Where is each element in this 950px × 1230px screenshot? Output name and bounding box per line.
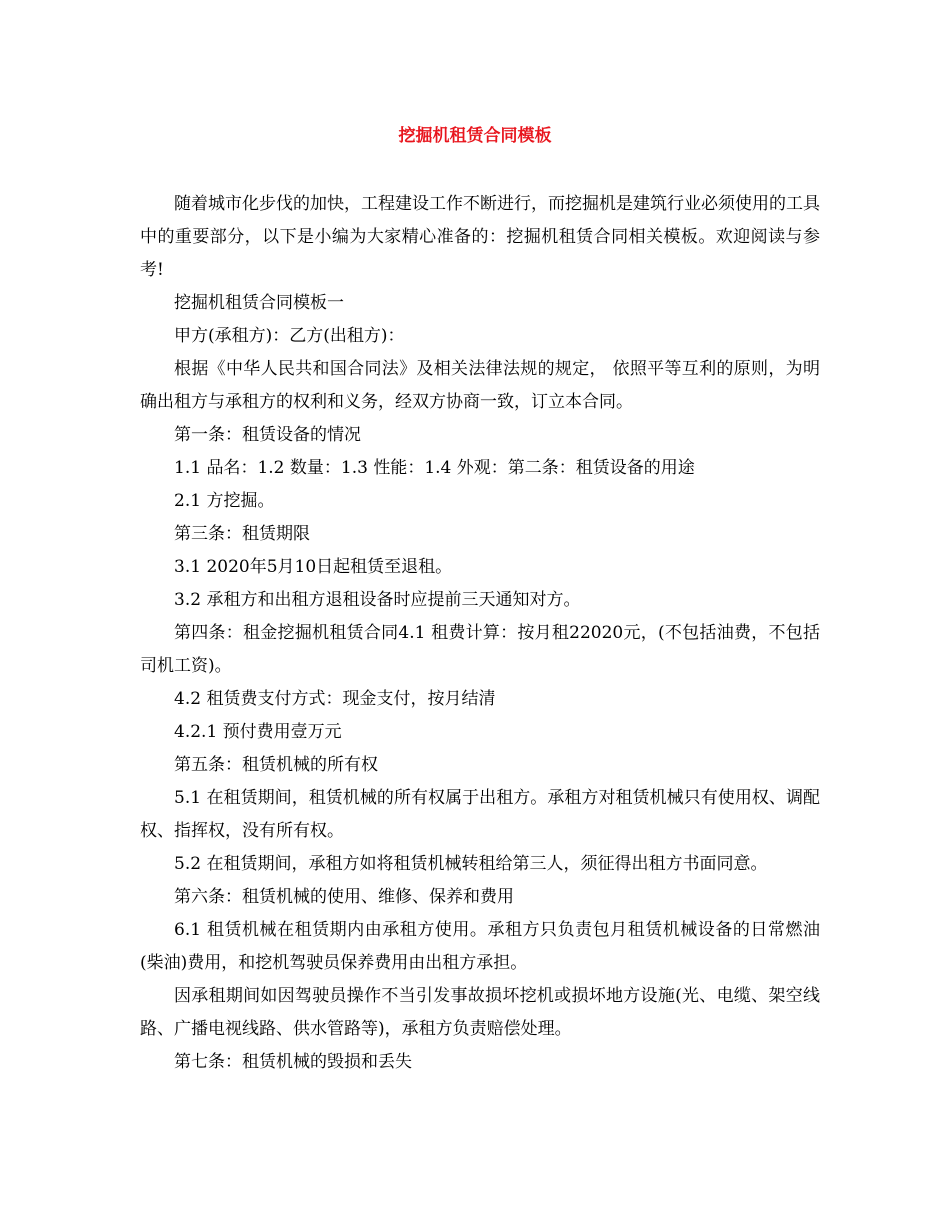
article-1-heading: 第一条：租赁设备的情况	[174, 425, 361, 445]
document-title: 挖掘机租赁合同模板	[398, 126, 552, 146]
clause-3-2: 3.2 承租方和出租方退租设备时应提前三天通知对方。	[174, 590, 581, 610]
intro-paragraph: 随着城市化步伐的加快，工程建设工作不断进行，而挖掘机是建筑行业必须使用的工具中的重要部分，以下是小编为大家精心准备的：挖掘机租赁合同相关模板。欢迎阅读与参考!	[140, 194, 820, 280]
article-7-heading: 第七条：租赁机械的毁损和丢失	[174, 1052, 412, 1072]
clause-4-2: 4.2 租赁费支付方式：现金支付，按月结清	[174, 689, 496, 709]
parties-line: 甲方(承租方)：乙方(出租方)：	[174, 326, 405, 346]
clause-5-2: 5.2 在租赁期间，承租方如将租赁机械转租给第三人，须征得出租方书面同意。	[174, 854, 768, 874]
article-5-heading: 第五条：租赁机械的所有权	[174, 755, 378, 775]
clause-4-2-1: 4.2.1 预付费用壹万元	[174, 722, 342, 742]
clause-1-line: 1.1 品名：1.2 数量：1.3 性能：1.4 外观：第二条：租赁设备的用途	[174, 458, 695, 478]
article-4-paragraph: 第四条：租金挖掘机租赁合同4.1 租费计算：按月租22020元，(不包括油费，不包括司机工资)。	[140, 623, 820, 676]
legal-basis-paragraph: 根据《中华人民共和国合同法》及相关法律法规的规定， 依照平等互利的原则，为明确出租方与承租方的权利和义务，经双方协商一致，订立本合同。	[140, 359, 820, 412]
clause-3-1: 3.1 2020年5月10日起租赁至退租。	[174, 557, 453, 577]
clause-5-1: 5.1 在租赁期间，租赁机械的所有权属于出租方。承租方对租赁机械只有使用权、调配权、指挥权，没有所有权。	[140, 788, 820, 841]
article-3-heading: 第三条：租赁期限	[174, 524, 310, 544]
document-body	[140, 188, 820, 1079]
article-6-heading: 第六条：租赁机械的使用、维修、保养和费用	[174, 887, 514, 907]
section-heading-template-one: 挖掘机租赁合同模板一	[174, 293, 344, 313]
clause-2-1: 2.1 方挖掘。	[174, 491, 275, 511]
clause-6-1: 6.1 租赁机械在租赁期内由承租方使用。承租方只负责包月租赁机械设备的日常燃油(柴油)费用，和挖机驾驶员保养费用由出租方承担。	[140, 920, 820, 973]
damage-liability-paragraph: 因承租期间如因驾驶员操作不当引发事故损坏挖机或损坏地方设施(光、电缆、架空线路、广播电视线路、供水管路等)，承租方负责赔偿处理。	[140, 986, 820, 1039]
